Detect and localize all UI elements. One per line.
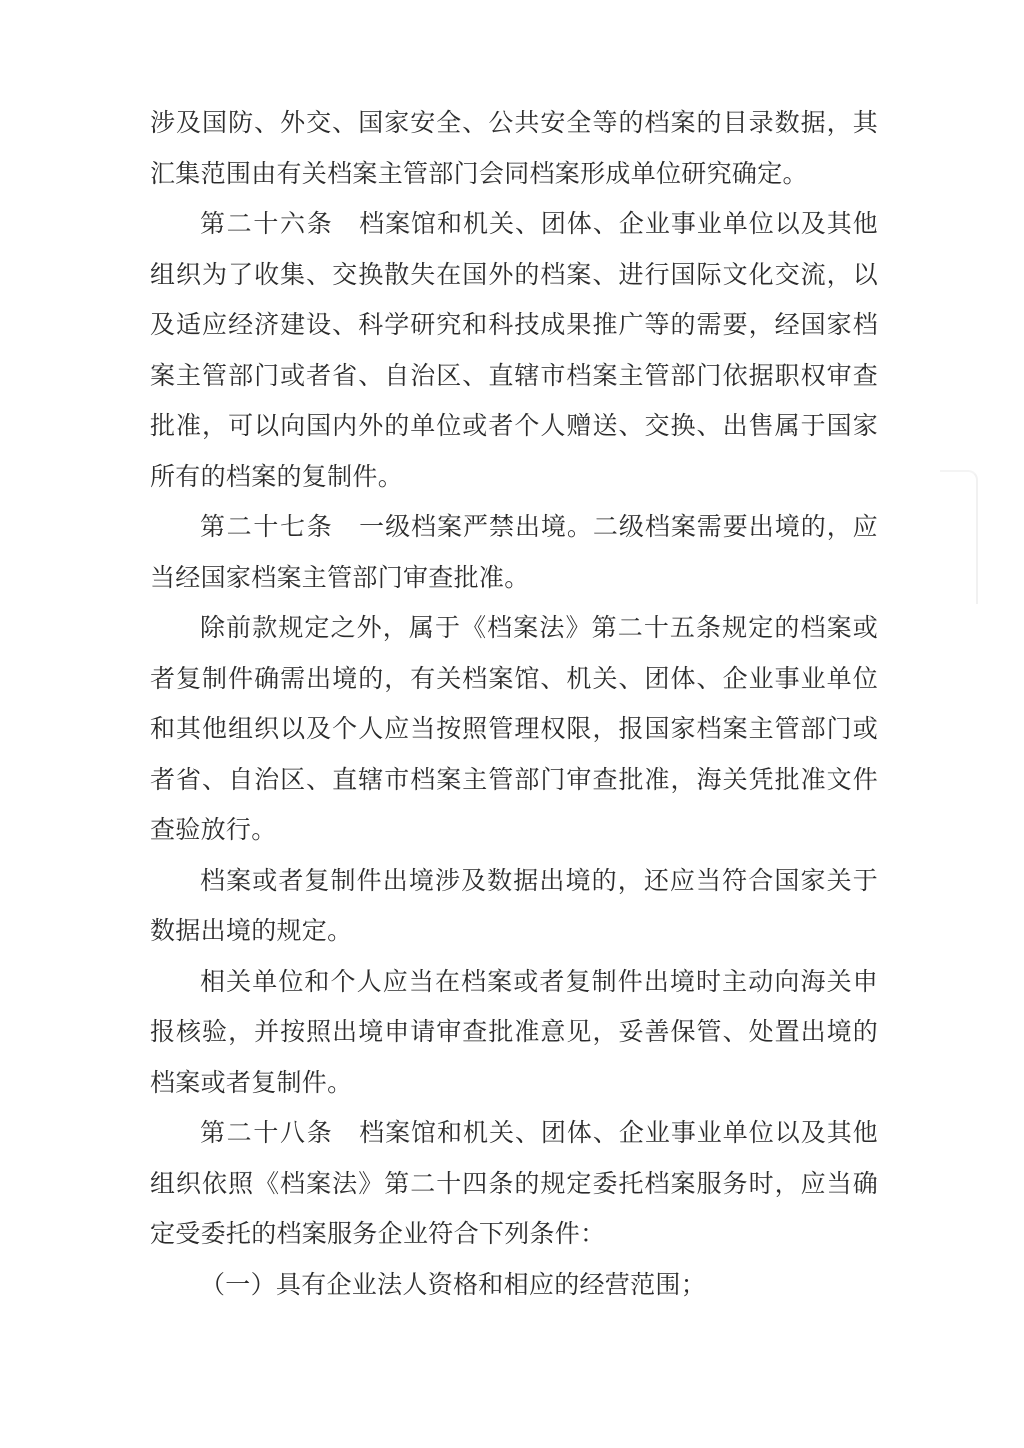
article-27 (150, 502, 878, 603)
article-text: 档案馆和机关、团体、企业事业单位以及其他组织为了收集、交换散失在国外的档案、进行国际文化交流，以及适应经济建设、科学研究和科技成果推广等的需要，经国家档案主管部门或者省、自治区、直辖市档案主管部门依据职权审查批准，可以向国内外的单位或者个人赠送、交换、出售属于国家所有的档案的复制件。 (150, 209, 878, 491)
paragraph-text: 相关单位和个人应当在档案或者复制件出境时主动向海关申报核验，并按照出境申请审查批准意见，妥善保管、处置出境的档案或者复制件。 (150, 966, 878, 1097)
paragraph-text: 涉及国防、外交、国家安全、公共安全等的档案的目录数据，其汇集范围由有关档案主管部门会同档案形成单位研究确定。 (150, 108, 878, 188)
paragraph-text: 除前款规定之外，属于《档案法》第二十五条规定的档案或者复制件确需出境的，有关档案馆、机关、团体、企业事业单位和其他组织以及个人应当按照管理权限，报国家档案主管部门或者省、自治区、直辖市档案主管部门审查批准，海关凭批准文件查验放行。 (150, 613, 878, 844)
paragraph-customs-declaration (150, 957, 878, 1109)
article-heading: 第二十八条 (200, 1118, 334, 1147)
document-page (150, 98, 878, 1310)
list-item (150, 1260, 878, 1311)
paragraph-continuation (150, 98, 878, 199)
article-28 (150, 1108, 878, 1260)
article-text: 一级档案严禁出境。二级档案需要出境的，应当经国家档案主管部门审查批准。 (150, 512, 878, 592)
article-text: 档案馆和机关、团体、企业事业单位以及其他组织依照《档案法》第二十四条的规定委托档案服务时，应当确定受委托的档案服务企业符合下列条件： (150, 1118, 878, 1248)
article-heading: 第二十六条 (200, 209, 334, 238)
page-edge-decoration (940, 470, 978, 604)
article-26 (150, 199, 878, 502)
paragraph-data-export (150, 856, 878, 957)
list-item-text: （一）具有企业法人资格和相应的经营范围； (200, 1269, 707, 1299)
paragraph-text: 档案或者复制件出境涉及数据出境的，还应当符合国家关于数据出境的规定。 (150, 865, 878, 945)
article-heading: 第二十七条 (200, 512, 334, 541)
paragraph-export-approval (150, 603, 878, 856)
